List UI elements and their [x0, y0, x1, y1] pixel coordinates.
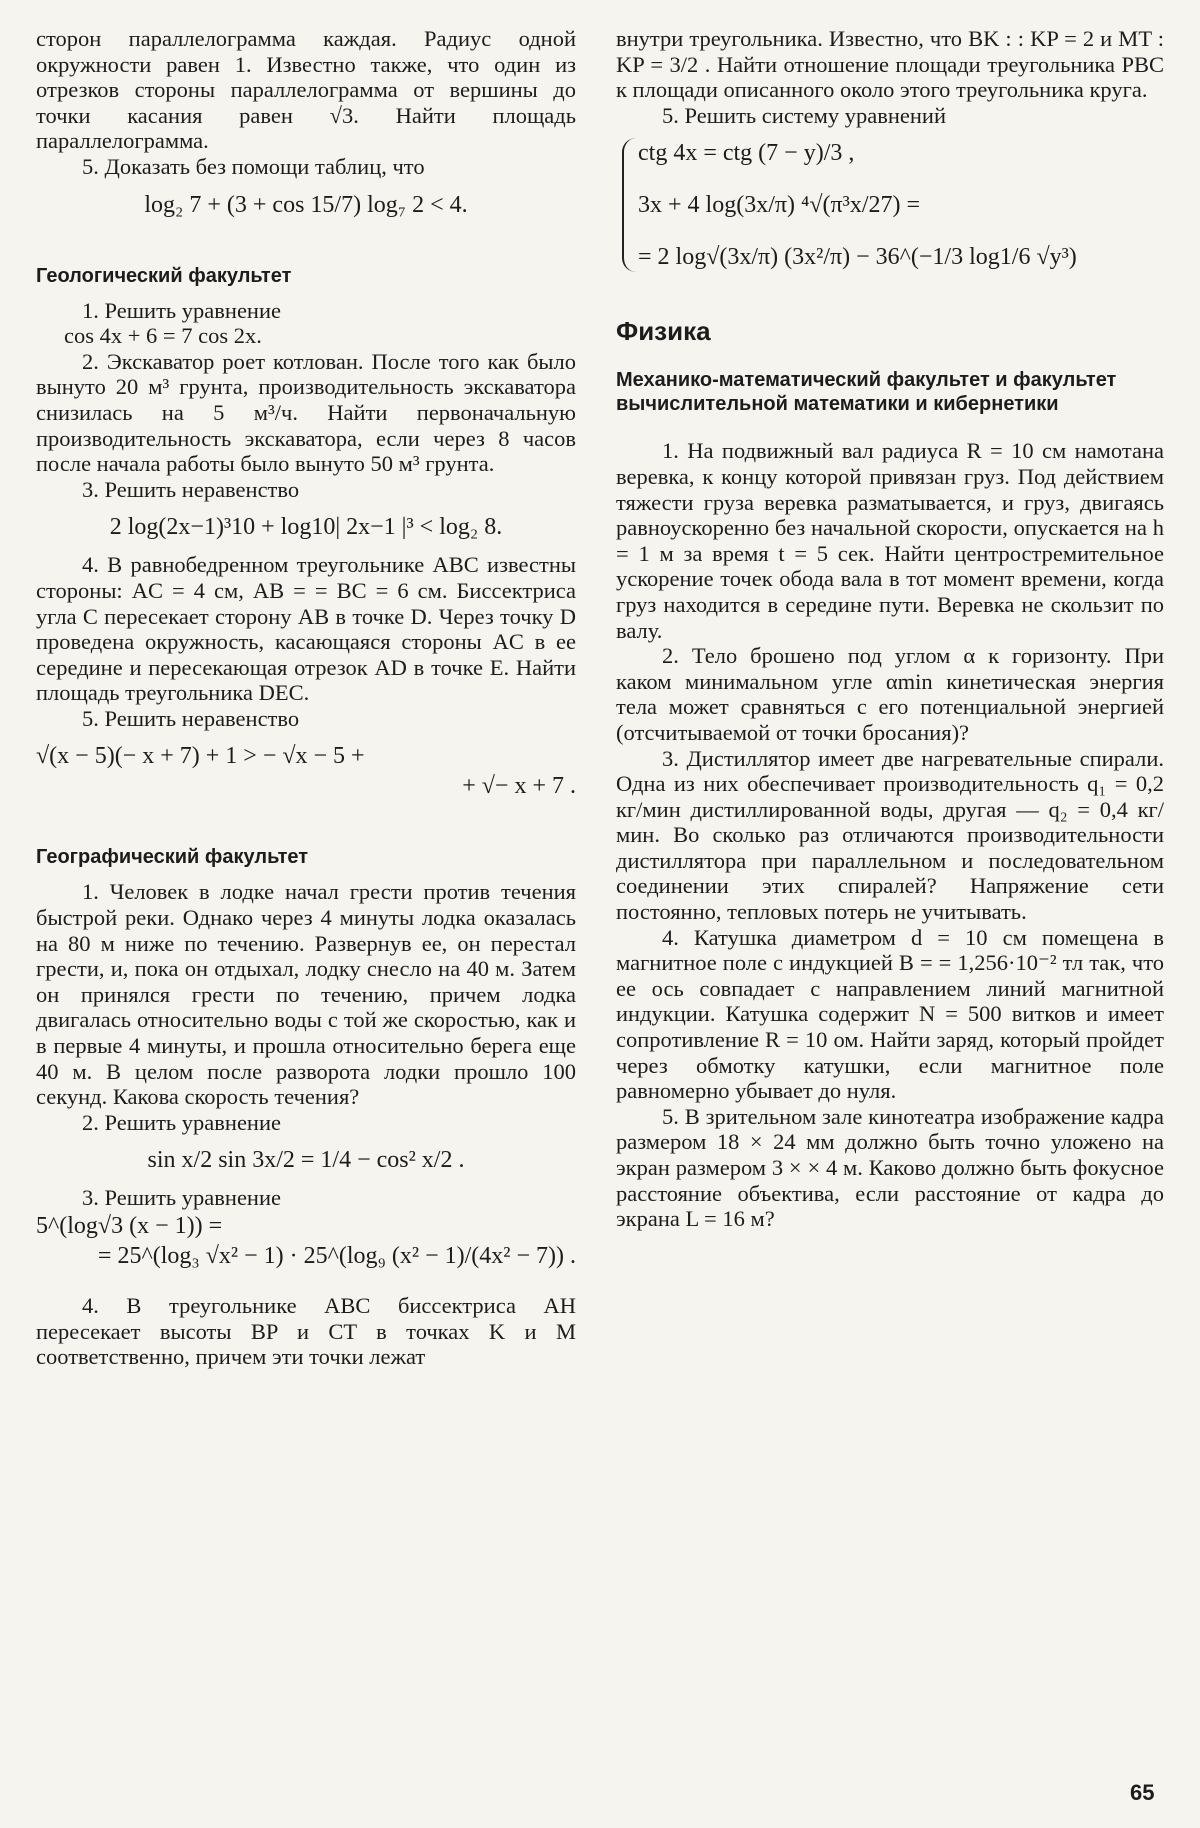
problem-statement: 3. Дистиллятор имеет две нагревательные спирали. Одна из них обеспечивает производительность q₁ = 0,2 кг/мин дистиллированной воды, другая — q₂ = 0,4 кг/мин. Во сколько раз отличаются производительности дистиллятора при параллельном и последовательном соединении этих спиралей? Напряжение сети постоянно, тепловых потерь не учитывать.: [616, 745, 1164, 925]
left-column: [36, 26, 576, 1370]
page-number: 65: [1130, 1780, 1155, 1805]
problem-statement: 5. Решить систему уравнений: [662, 102, 946, 128]
problem-statement: 2. Решить уравнение: [82, 1109, 281, 1135]
part-heading-physics: Физика: [616, 316, 711, 347]
right-column: [616, 26, 1164, 1232]
problem-statement: 3. Решить уравнение: [82, 1185, 281, 1211]
formula: log₂ 7 + (3 + cos 15/7) log₇ 2 < 4.: [144, 191, 468, 218]
formula: + √− x + 7 .: [462, 773, 576, 800]
section-heading-geography: Географический факультет: [36, 846, 309, 869]
formula: 5^(log√3 (x − 1)) =: [36, 1213, 223, 1239]
formula: sin x/2 sin 3x/2 = 1/4 − cos² x/2 .: [147, 1147, 465, 1174]
formula: = 25^(log₃ √x² − 1) · 25^(log₉ (x² − 1)/(4x² − 7)) .: [97, 1243, 576, 1269]
formula: √(x − 5)(− x + 7) + 1 > − √x − 5 +: [36, 743, 365, 770]
problem-statement: 1. Решить уравнение: [82, 297, 281, 323]
problem-statement: 2. Тело брошено под углом α к горизонту. При каком минимальном угле αmin кинетическая энергия тела может сравняться с его потенциальной энергией (отсчитываемой от точки бросания)?: [616, 643, 1164, 745]
equation: cos 4x + 6 = 7 cos 2x.: [64, 323, 262, 349]
problem-statement: 2. Экскаватор роет котлован. После того как было вынуто 20 м³ грунта, производительность экскаватора снизилась на 5 м³/ч. Найти первоначальную производительность экскаватора, если через 8 часов после начала работы было вынуто 50 м³ грунта.: [36, 348, 576, 477]
paragraph: сторон параллелограмма каждая. Радиус одной окружности равен 1. Известно также, что один из отрезков стороны параллелограмма от вершины до точки касания равен √3. Найти площадь параллелограмма.: [36, 26, 576, 154]
problem-statement: 4. Катушка диаметром d = 10 см помещена в магнитное поле с индукцией B = = 1,256·10⁻² тл так, что ее ось совпадает с направлением линий магнитной индукции. Катушка содержит N = 500 витков и имеет сопротивление R = 10 ом. Найти заряд, который пройдет через обмотку катушки, если магнитное поле равномерно убывает до нуля.: [616, 924, 1164, 1104]
problem-statement: 4. В треугольнике ABC биссектриса AH пересекает высоты BP и CT в точках K и M соответственно, причем эти точки лежат: [36, 1293, 576, 1370]
problem-statement: 5. Доказать без помощи таблиц, что: [82, 153, 425, 179]
section-heading-geology: Геологический факультет: [36, 264, 292, 287]
formula: ctg 4x = ctg (7 − y)/3 ,: [638, 140, 855, 167]
paragraph: внутри треугольника. Известно, что BK : : KP = 2 и MT : KP = 3/2 . Найти отношение площади треугольника PBC к площади описанного около этого треугольника круга.: [616, 26, 1164, 103]
problem-statement: 1. Человек в лодке начал грести против течения быстрой реки. Однако через 4 минуты лодка оказалась на 80 м ниже по течению. Развернув ее, он перестал грести, и, пока он отдыхал, лодку снесло на 40 м. Затем он принялся грести по течению, причем лодка двигалась относительно воды с той же скоростью, как и в первые 4 минуты, и прошла относительно берега еще 40 м. В целом после разворота лодки прошло 100 секунд. Какова скорость течения?: [36, 879, 576, 1110]
problem-statement: 4. В равнобедренном треугольнике ABC известны стороны: AC = 4 см, AB = = BC = 6 см. Биссектриса угла C пересекает сторону AB в точке D. Через точку D проведена окружность, касающаяся стороны AC в ее середине и пересекающая отрезок AD в точке E. Найти площадь треугольника DEC.: [36, 552, 576, 706]
problem-statement: 5. В зрительном зале кинотеатра изображение кадра размером 18 × 24 мм должно быть точно уложено на экран размером 3 × × 4 м. Каково должно быть фокусное расстояние объектива, если расстояние от кадра до экрана L = 16 м?: [616, 1103, 1164, 1232]
problem-statement: 1. На подвижный вал радиуса R = 10 см намотана веревка, к концу которой привязан груз. Под действием тяжести груза веревка разматывается, и груз, двигаясь равноускоренно без начальной скорости, опускается на h = 1 м за время t = 5 сек. Найти центростремительное ускорение точек обода вала в тот момент времени, когда груз находится в середине пути. Веревка не скользит по валу.: [616, 438, 1164, 643]
formula: 3x + 4 log(3x/π) ⁴√(π³x/27) =: [638, 192, 921, 219]
formula: = 2 log√(3x/π) (3x²/π) − 36^(−1/3 log1/6 √y³): [638, 244, 1077, 271]
formula: 2 log(2x−1)³10 + log10| 2x−1 |³ < log₂ 8.: [109, 514, 503, 541]
problem-statement: 5. Решить неравенство: [82, 705, 300, 731]
problem-statement: 3. Решить неравенство: [82, 476, 300, 502]
equation-system: [622, 138, 1164, 272]
section-heading-mechmath: Механико-математический факультет и факультет вычислительной математики и кибернетики: [616, 369, 1117, 416]
